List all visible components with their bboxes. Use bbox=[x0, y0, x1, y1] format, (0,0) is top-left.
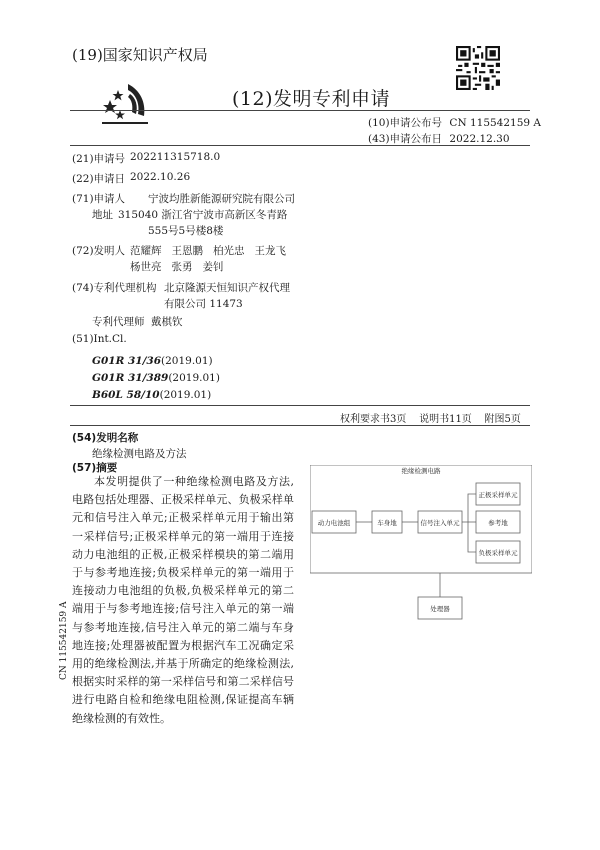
inventors-line-1: 范耀辉 王恩鹏 柏光忠 王龙飞 bbox=[130, 245, 287, 257]
biblio-rule bbox=[70, 405, 530, 406]
title-label: (54)发明名称 bbox=[72, 432, 139, 444]
qr-code-icon bbox=[456, 46, 500, 90]
applicant-label: (71)申请人 bbox=[72, 193, 126, 205]
issuing-office: (19)国家知识产权局 bbox=[72, 46, 208, 64]
classification-date: (2019.01) bbox=[161, 355, 213, 367]
agent: 戴棋钦 bbox=[151, 316, 183, 328]
application-number-label: (21)申请号 bbox=[72, 153, 126, 165]
injector-label: 信号注入单元 bbox=[420, 519, 460, 527]
classification-code: G01R 31/389 bbox=[92, 372, 169, 384]
invention-title: 绝缘检测电路及方法 bbox=[92, 448, 187, 460]
agency-label: (74)专利代理机构 bbox=[72, 282, 157, 294]
publication-date bbox=[368, 131, 510, 146]
battery-label: 动力电池组 bbox=[317, 519, 351, 527]
classification-code: B60L 58/10 bbox=[92, 389, 160, 401]
body-ground-label: 车身地 bbox=[377, 519, 397, 527]
classification-date: (2019.01) bbox=[159, 389, 212, 401]
applicant: 宁波均胜新能源研究院有限公司 bbox=[148, 193, 295, 205]
classification-date: (2019.01) bbox=[168, 372, 220, 384]
publication-number-label: (10)申请公布号 bbox=[368, 117, 443, 129]
cnipa-emblem-icon bbox=[100, 82, 156, 128]
pages-summary: 权利要求书3页 说明书11页 附图5页 bbox=[340, 414, 521, 425]
drawing-title: 绝缘检测电路 bbox=[401, 467, 441, 475]
publication-number bbox=[368, 115, 541, 130]
abstract-label: (57)摘要 bbox=[72, 462, 118, 474]
agency-line-2: 有限公司 11473 bbox=[164, 298, 243, 310]
address-line-1: 315040 浙江省宁波市高新区冬青路 bbox=[118, 209, 288, 221]
application-date-label: (22)申请日 bbox=[72, 173, 126, 185]
agency-line-1: 北京隆源天恒知识产权代理 bbox=[164, 282, 290, 294]
publication-date-value: 2022.12.30 bbox=[449, 133, 510, 145]
address-label: 地址 bbox=[92, 209, 113, 221]
pages-rule bbox=[70, 425, 530, 426]
abstract-drawing bbox=[310, 465, 532, 625]
agent-label: 专利代理师 bbox=[92, 316, 145, 328]
application-date: 2022.10.26 bbox=[130, 171, 191, 183]
publication-number-value: CN 115542159 A bbox=[449, 117, 542, 129]
document-type: (12)发明专利申请 bbox=[232, 88, 391, 110]
classification-row bbox=[92, 383, 211, 402]
application-number: 202211315718.0 bbox=[130, 151, 221, 163]
processor-label: 处理器 bbox=[430, 605, 450, 613]
abstract-text: 本发明提供了一种绝缘检测电路及方法,电路包括处理器、正极采样单元、负极采样单元和信号注入单元;正极采样单元用于输出第一采样信号;正极采样单元的第一端用于连接动力电池组的正极,正极采样模块的第二端用于与参考地连接;负极采样单元的第一端用于连接动力电池组的负极,负极采样单元的第二端用于与参考地连接;信号注入单元的第一端与参考地连接,信号注入单元的第二端与车身地连接;处理器被配置为根据汽车工况确定采用的绝缘检测法,并基于所确定的绝缘检测法,根据实时采样的第一采样信号和第二采样信号进行电路自检和绝缘电阻检测,保证提高车辆绝缘检测的有效性。 bbox=[72, 475, 294, 725]
publication-date-label: (43)申请公布日 bbox=[368, 133, 443, 145]
header-bottom-rule bbox=[70, 145, 530, 146]
int-cl-label: (51)Int.Cl. bbox=[72, 333, 127, 345]
reference-label: 参考地 bbox=[488, 519, 508, 527]
header-rule bbox=[70, 110, 530, 111]
pos-sampler-label: 正极采样单元 bbox=[478, 491, 518, 499]
address-line-2: 555号5号楼8楼 bbox=[148, 225, 224, 237]
classification-code: G01R 31/36 bbox=[92, 355, 162, 367]
neg-sampler-label: 负极采样单元 bbox=[478, 549, 518, 557]
inventors-label: (72)发明人 bbox=[72, 245, 126, 257]
inventors-line-2: 杨世亮 张勇 姜钊 bbox=[130, 261, 224, 273]
side-publication-number: CN 115542159 A bbox=[59, 601, 69, 680]
